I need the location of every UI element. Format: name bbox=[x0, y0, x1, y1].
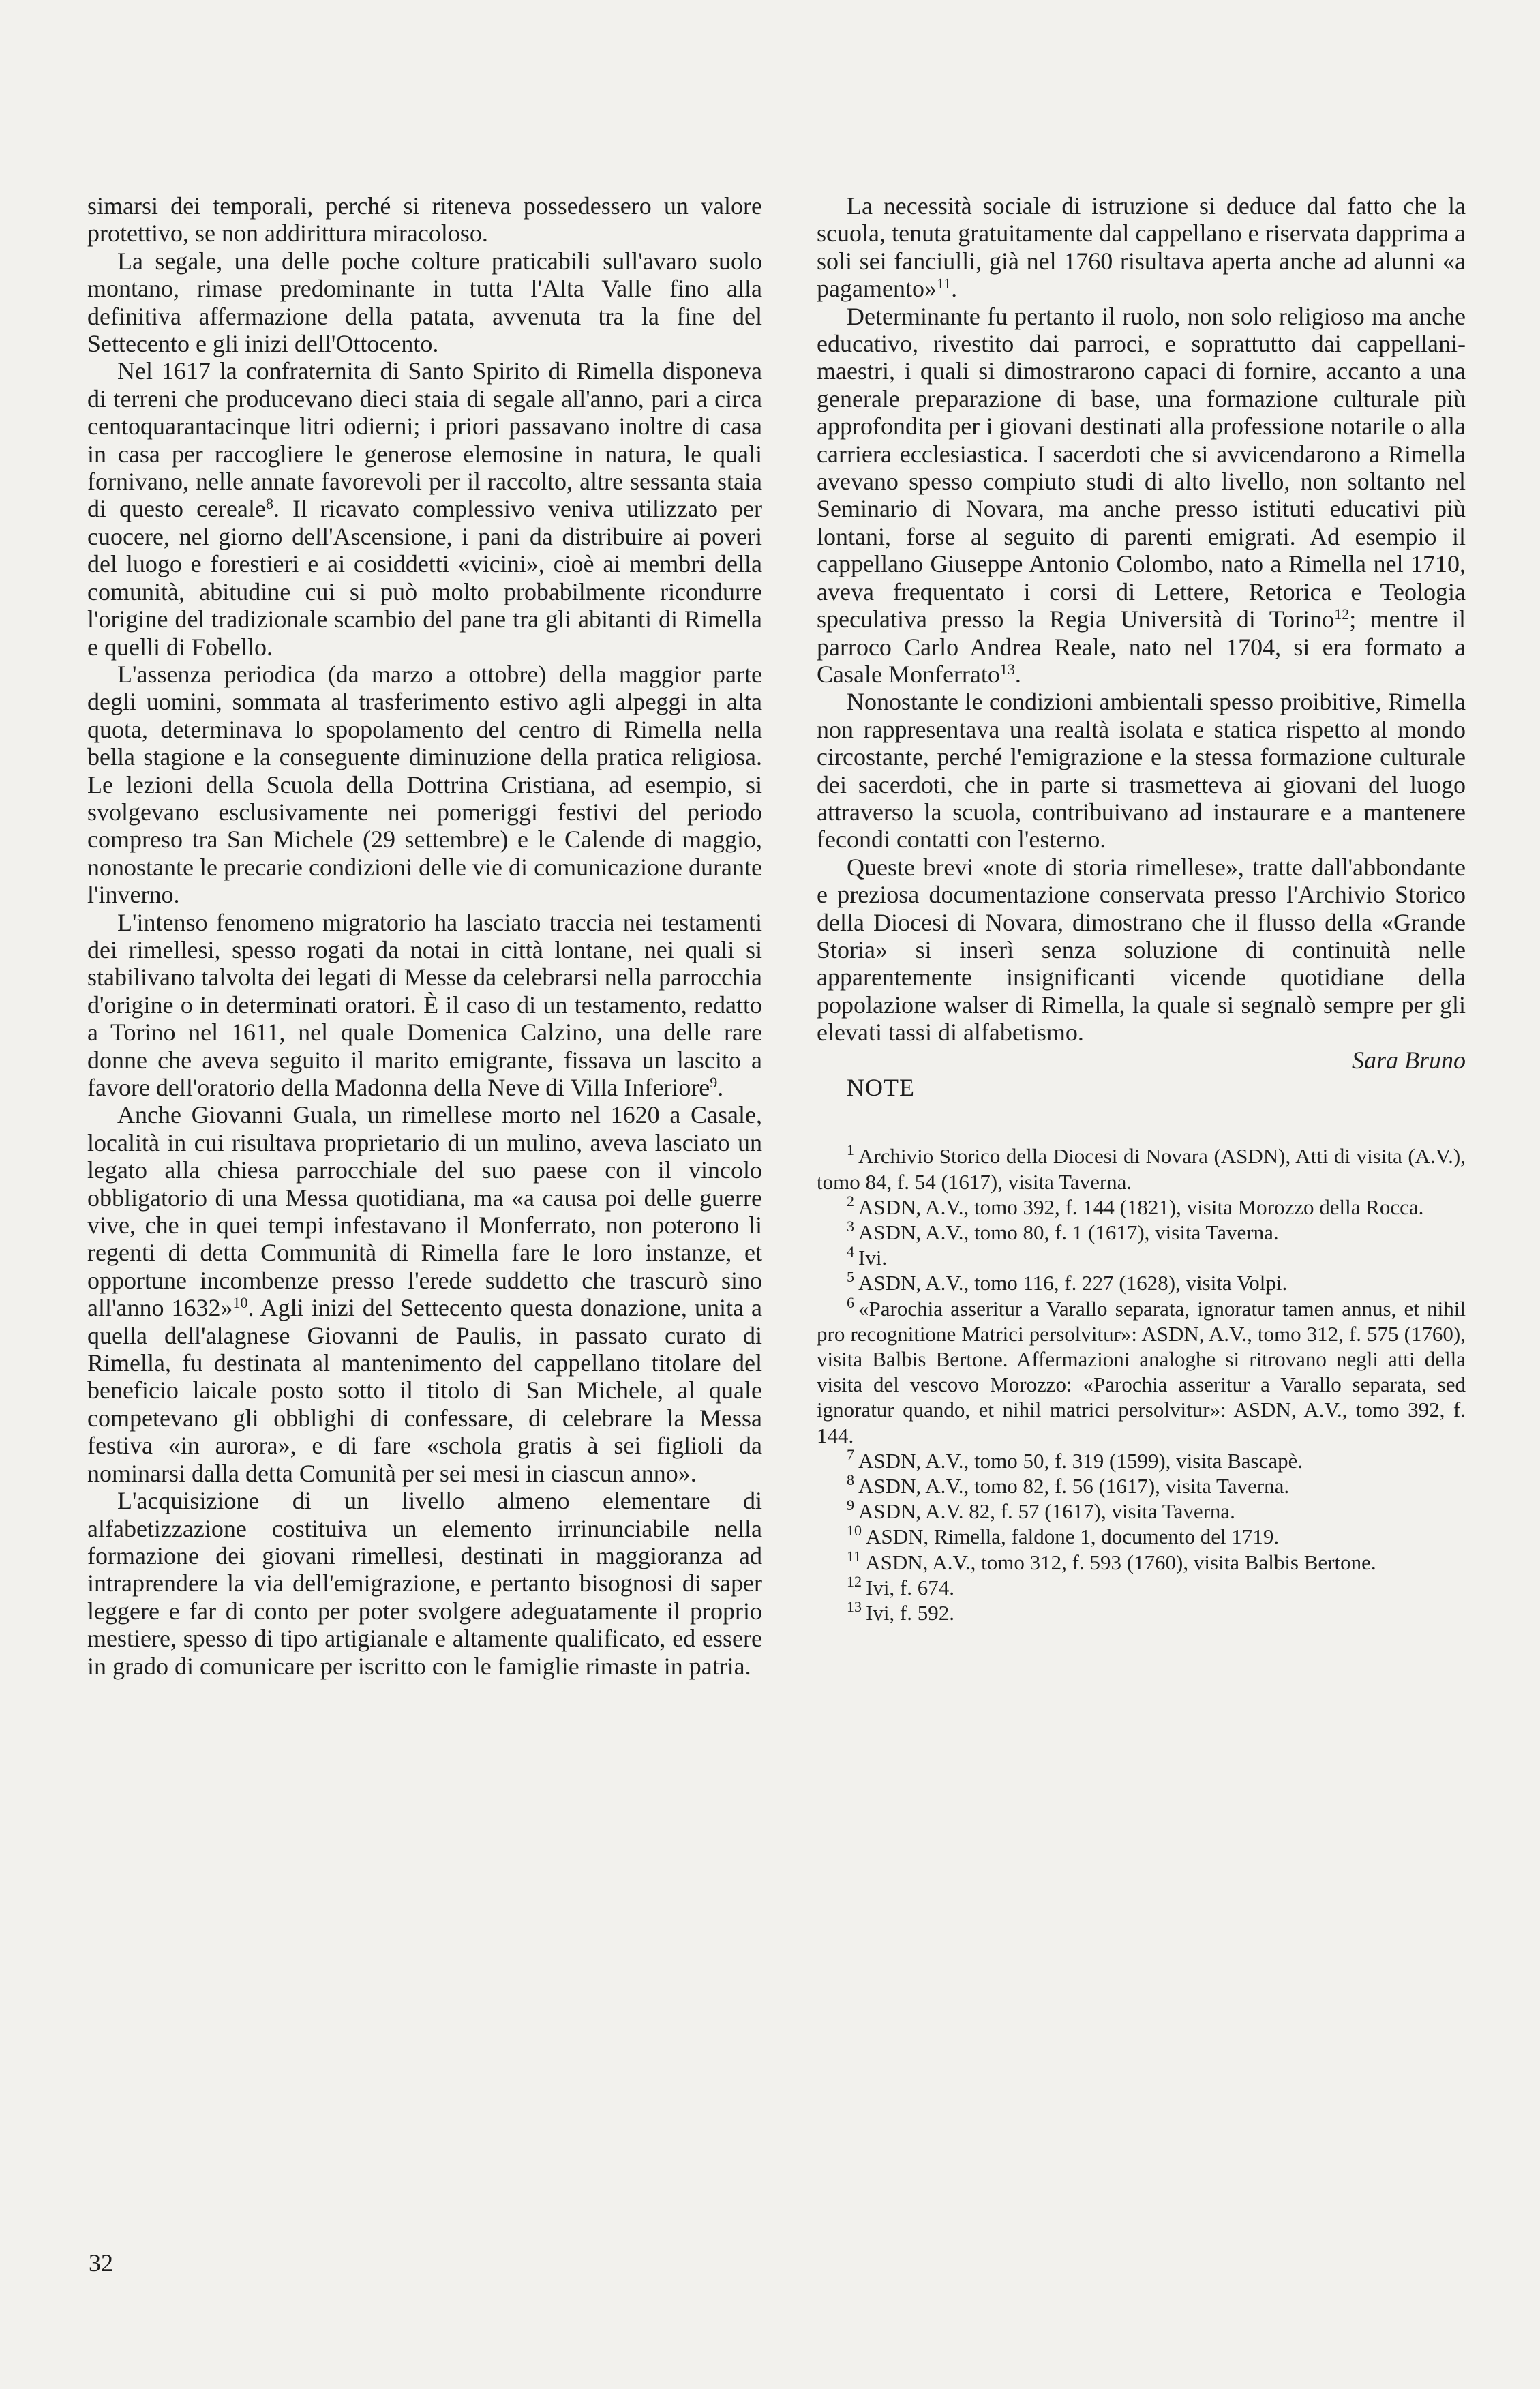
right-column bbox=[817, 192, 1466, 1625]
footnote-number: 6 bbox=[847, 1293, 854, 1311]
footnote-text: ASDN, A.V., tomo 312, f. 593 (1760), visita Balbis Bertone. bbox=[865, 1550, 1376, 1574]
paragraph bbox=[87, 909, 762, 1102]
paragraph: Queste brevi «note di storia rimellese», tratte dall'abbondante e preziosa documentazione conservata presso l'Archivio Storico della Diocesi di Novara, dimostrano che il flusso della «Grande Storia» si inserì senza soluzione di continuità nelle apparentemente insignificanti vicende quotidiane della popolazione walser di Rimella, la quale si segnalò sempre per gli elevati tassi di alfabetismo. bbox=[817, 853, 1466, 1047]
footnote-number: 4 bbox=[847, 1243, 854, 1261]
footnote-ref: 11 bbox=[936, 275, 952, 292]
footnote-number: 11 bbox=[847, 1547, 862, 1565]
paragraph bbox=[87, 1101, 762, 1487]
footnote-ref: 9 bbox=[710, 1074, 718, 1091]
paragraph-text: Nel 1617 la confraternita di Santo Spirito di Rimella disponeva di terreni che producevano dieci staia di segale all'anno, pari a circa centoquarantacinque litri odierni; i priori passavano inoltre di casa in casa per raccogliere le generose elemosine in natura, le quali fornivano, nelle annate favorevoli per il raccolto, altre sessanta staia di questo cereale bbox=[87, 357, 762, 523]
footnote-item bbox=[817, 1572, 1466, 1600]
footnote-text: ASDN, A.V., tomo 50, f. 319 (1599), visita Bascapè. bbox=[858, 1448, 1303, 1473]
footnote-item bbox=[817, 1220, 1466, 1245]
footnote-ref: 13 bbox=[999, 660, 1015, 678]
paragraph bbox=[87, 357, 762, 660]
footnote-item bbox=[817, 1293, 1466, 1448]
paragraph-text: . bbox=[951, 275, 958, 303]
footnote-number: 9 bbox=[847, 1497, 854, 1514]
footnote-item bbox=[817, 1445, 1466, 1473]
paragraph: La segale, una delle poche colture praticabili sull'avaro suolo montano, rimase predominante in tutta l'Alta Valle fino alla definitiva affermazione della patata, avvenuta tra la fine del Settecento e gli inizi dell'Ottocento. bbox=[87, 247, 762, 358]
paragraph: L'assenza periodica (da marzo a ottobre) della maggior parte degli uomini, sommata al trasferimento estivo agli alpeggi in alta quota, determinava lo spopolamento del centro di Rimella nella bella stagione e la conseguente diminuzione della pratica religiosa. Le lezioni della Scuola della Dottrina Cristiana, ad esempio, si svolgevano esclusivamente nei pomeriggi festivi del periodo compreso tra San Michele (29 settembre) e le Calende di maggio, nonostante le precarie condizioni delle vie di comunicazione durante l'inverno. bbox=[87, 660, 762, 909]
footnote-text: «Parochia asseritur a Varallo separata, ignoratur tamen annus, et nihil pro recognitione Matrici persolvitur»: ASDN, A.V., tomo 312, f. 575 (1760), visita Balbis Bertone. Affermazioni analoghe si ritrovano negli atti della visita del vescovo Morozzo: «Parochia asseritur a Varallo separata, sed ignoratur quando, et nihil matrici persolvitur»: ASDN, A.V., tomo 392, f. 144. bbox=[817, 1296, 1466, 1447]
footnote-text: ASDN, A.V., tomo 82, f. 56 (1617), visita Taverna. bbox=[858, 1474, 1290, 1499]
notes-heading: NOTE bbox=[847, 1074, 915, 1101]
footnote-item bbox=[817, 1143, 1466, 1194]
paragraph-text: . Agli inizi del Settecento questa donazione, unita a quella dell'alagnese Giovanni de Paulis, in passato curato di Rimella, fu destinata al mantenimento del cappellano titolare del beneficio laicale posto sotto il titolo di San Michele, al quale competevano gli obblighi di confessare, di celebrare la Messa festiva «in aurora», e di fare «schola gratis à sei figlioli da nominarsi dalla detta Comunità per sei mesi in ciascun anno». bbox=[87, 1294, 762, 1487]
footnote-number: 10 bbox=[847, 1522, 862, 1539]
footnote-text: Ivi, f. 674. bbox=[866, 1575, 955, 1599]
footnote-item bbox=[817, 1270, 1466, 1295]
footnote-number: 7 bbox=[847, 1445, 854, 1463]
paragraph-text: L'intenso fenomeno migratorio ha lasciato traccia nei testamenti dei rimellesi, spesso rogati da notai in città lontane, nei quali si stabilivano talvolta dei legati di Messe da celebrarsi nella parrocchia d'origine o in determinati oratori. È il caso di un testamento, redatto a Torino nel 1611, nel quale Domenica Calzino, una delle rare donne che aveva seguito il marito emigrante, fissava un lascito a favore dell'oratorio della Madonna della Neve di Villa Inferiore bbox=[87, 908, 762, 1101]
paragraph: Nonostante le condizioni ambientali spesso proibitive, Rimella non rappresentava una realtà isolata e statica rispetto al mondo circostante, perché l'emigrazione e la stessa formazione culturale dei sacerdoti, che in parte si trasmetteva ai giovani del luogo attraverso la scuola, contribuivano ad instaurare e a mantenere fecondi contatti con l'esterno. bbox=[817, 688, 1466, 854]
paragraph: L'acquisizione di un livello almeno elementare di alfabetizzazione costituiva un elemento irrinunciabile nella formazione dei giovani rimellesi, destinati in maggioranza ad intraprendere la via dell'emigrazione, e pertanto bisognosi di saper leggere e far di conto per poter svolgere adeguatamente il proprio mestiere, spesso di tipo artigianale e altamente qualificato, ed essere in grado di comunicare per iscritto con le famiglie rimaste in patria. bbox=[87, 1487, 762, 1680]
footnote-number: 8 bbox=[847, 1471, 854, 1489]
footnote-ref: 10 bbox=[232, 1294, 248, 1312]
footnote-item bbox=[817, 1547, 1466, 1575]
left-column bbox=[87, 192, 762, 1680]
paragraph bbox=[817, 192, 1466, 303]
paragraph-text: . Il ricavato complessivo veniva utilizzato per cuocere, nel giorno dell'Ascensione, i pani da distribuire ai poveri del luogo e forestieri e ai cosiddetti «vicini», cioè ai membri della comunità, abitudine cui si può molto probabilmente ricondurre l'origine del tradizionale scambio del pane tra gli abitanti di Rimella e quelli di Fobello. bbox=[87, 495, 762, 661]
footnote-number: 3 bbox=[847, 1218, 854, 1235]
footnote-item bbox=[817, 1499, 1466, 1524]
paragraph-text: ; mentre il parroco Carlo Andrea Reale, nato nel 1704, si era formato a Casale Monferrato bbox=[817, 605, 1466, 688]
footnote-text: ASDN, A.V., tomo 392, f. 144 (1821), visita Morozzo della Rocca. bbox=[858, 1194, 1424, 1219]
footnote-number: 13 bbox=[847, 1598, 862, 1616]
footnote-item bbox=[817, 1524, 1466, 1549]
paragraph-text: Determinante fu pertanto il ruolo, non solo religioso ma anche educativo, rivestito dai parroci, e soprattutto dai cappellani-maestri, i quali si dimostrarono capaci di fornire, accanto a una generale preparazione di base, una formazione culturale più approfondita per i giovani destinati alla professione notarile o alla carriera ecclesiastica. I sacerdoti che si avvicendarono a Rimella avevano spesso compiuto studi di alto livello, non soltanto nel Seminario di Novara, ma anche presso istituti educativi più lontani, forse al seguito di parenti emigrati. Ad esempio il cappellano Giuseppe Antonio Colombo, nato a Rimella nel 1710, aveva frequentato i corsi di Lettere, Retorica e Teologia speculativa presso la Regia Università di Torino bbox=[817, 302, 1466, 633]
footnote-ref: 12 bbox=[1334, 605, 1350, 623]
footnote-item bbox=[817, 1245, 1466, 1270]
footnotes-list bbox=[817, 1143, 1466, 1625]
paragraph-text: . bbox=[1014, 660, 1021, 688]
footnote-text: Ivi. bbox=[858, 1246, 888, 1270]
footnote-number: 5 bbox=[847, 1268, 854, 1286]
footnote-number: 12 bbox=[847, 1572, 862, 1590]
footnote-text: ASDN, A.V., tomo 116, f. 227 (1628), visita Volpi. bbox=[858, 1271, 1288, 1295]
footnote-text: ASDN, Rimella, faldone 1, documento del 1719. bbox=[866, 1524, 1280, 1549]
footnote-ref: 8 bbox=[265, 495, 273, 513]
footnote-text: Ivi, f. 592. bbox=[866, 1601, 955, 1625]
footnote-item bbox=[817, 1194, 1466, 1220]
paragraph-text: Anche Giovanni Guala, un rimellese morto nel 1620 a Casale, località in cui risultava proprietario di un mulino, aveva lasciato un legato alla chiesa parrocchiale del suo paese con il vincolo obbligatorio di una Messa quotidiana, ma «a causa poi delle guerre vive, che in quei tempi infestavano il Monferrato, non poterono li regenti di detta Communità di Rimella fare le loro instanze, et opportune incombenze presso l'erede suddetto che trascurò sino all'anno 1632» bbox=[87, 1101, 762, 1322]
footnote-number: 2 bbox=[847, 1192, 854, 1209]
footnote-text: ASDN, A.V., tomo 80, f. 1 (1617), visita Taverna. bbox=[858, 1220, 1279, 1245]
paragraph bbox=[817, 303, 1466, 689]
paragraph-text: La necessità sociale di istruzione si deduce dal fatto che la scuola, tenuta gratuitamente dal cappellano e riservata dapprima a soli sei fanciulli, già nel 1760 risultava aperta anche ad alunni «a pagamento» bbox=[817, 192, 1466, 303]
author-signature: Sara Bruno bbox=[1351, 1046, 1466, 1074]
footnote-item bbox=[817, 1600, 1466, 1625]
paragraph-text: . bbox=[717, 1074, 724, 1101]
footnote-text: ASDN, A.V. 82, f. 57 (1617), visita Taverna. bbox=[858, 1499, 1235, 1524]
footnote-number: 1 bbox=[847, 1141, 854, 1159]
footnote-text: Archivio Storico della Diocesi di Novara (ASDN), Atti di visita (A.V.), tomo 84, f. 54 (1617), visita Taverna. bbox=[817, 1144, 1466, 1194]
footnote-item bbox=[817, 1473, 1466, 1499]
paragraph: simarsi dei temporali, perché si riteneva possedessero un valore protettivo, se non addirittura miracoloso. bbox=[87, 192, 762, 247]
page-number: 32 bbox=[89, 2249, 113, 2277]
